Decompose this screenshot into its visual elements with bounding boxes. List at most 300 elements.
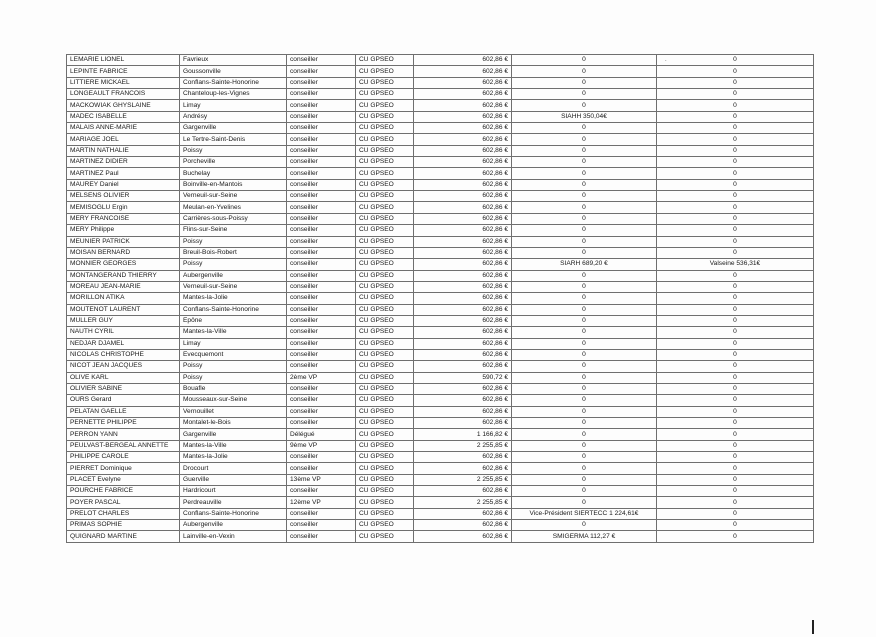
commune-cell: Hardricourt (180, 486, 287, 497)
organisation-cell: CU GPSEO (356, 179, 414, 190)
other-mandate-1-cell: 0 (512, 168, 657, 179)
table-row (67, 191, 814, 202)
other-mandate-1-cell: 0 (512, 327, 657, 338)
other-mandate-2-cell: 0 (657, 293, 814, 304)
commune-cell: Vernouillet (180, 406, 287, 417)
organisation-cell: CU GPSEO (356, 293, 414, 304)
allowance-amount-cell: 602,86 € (414, 520, 512, 531)
allowance-amount-cell: 602,86 € (414, 236, 512, 247)
councillor-name-cell: PEULVAST-BERGEAL ANNETTE (67, 440, 180, 451)
table-row (67, 383, 814, 394)
other-mandate-1-cell: 0 (512, 247, 657, 258)
allowance-amount-cell: 602,86 € (414, 270, 512, 281)
allowance-amount-cell: 602,86 € (414, 508, 512, 519)
other-mandate-1-cell: 0 (512, 486, 657, 497)
mandate-role-cell: conseiller (287, 486, 356, 497)
commune-cell: Poissy (180, 236, 287, 247)
commune-cell: Chanteloup-les-Vignes (180, 89, 287, 100)
other-mandate-2-cell: 0 (657, 123, 814, 134)
table-row (67, 520, 814, 531)
commune-cell: Favrieux (180, 55, 287, 66)
other-mandate-1-cell: 0 (512, 395, 657, 406)
commune-cell: Montalet-le-Bois (180, 418, 287, 429)
allowance-amount-cell: 602,86 € (414, 281, 512, 292)
other-mandate-2-cell: 0 (657, 531, 814, 542)
organisation-cell: CU GPSEO (356, 77, 414, 88)
councillors-table-body (67, 55, 814, 543)
other-mandate-2-cell: 0 (657, 418, 814, 429)
allowance-amount-cell: 602,86 € (414, 395, 512, 406)
organisation-cell: CU GPSEO (356, 66, 414, 77)
councillor-name-cell: PRELOT CHARLES (67, 508, 180, 519)
organisation-cell: CU GPSEO (356, 327, 414, 338)
commune-cell: Poissy (180, 372, 287, 383)
commune-cell: Buchelay (180, 168, 287, 179)
allowance-amount-cell: 2 255,85 € (414, 440, 512, 451)
table-row (67, 55, 814, 66)
allowance-amount-cell: 590,72 € (414, 372, 512, 383)
councillor-name-cell: OURS Gerard (67, 395, 180, 406)
allowance-amount-cell: 602,86 € (414, 531, 512, 542)
commune-cell: Conflans-Sainte-Honorine (180, 508, 287, 519)
allowance-amount-cell: 2 255,85 € (414, 497, 512, 508)
other-mandate-2-cell: 0 (657, 55, 814, 66)
table-row (67, 395, 814, 406)
mandate-role-cell: conseiller (287, 531, 356, 542)
councillor-name-cell: MARTIN NATHALIE (67, 145, 180, 156)
mandate-role-cell: conseiller (287, 520, 356, 531)
allowance-amount-cell: 602,86 € (414, 486, 512, 497)
organisation-cell: CU GPSEO (356, 157, 414, 168)
commune-cell: Boinville-en-Mantois (180, 179, 287, 190)
organisation-cell: CU GPSEO (356, 520, 414, 531)
mandate-role-cell: 12ème VP (287, 497, 356, 508)
councillor-name-cell: NAUTH CYRIL (67, 327, 180, 338)
councillor-name-cell: MOREAU JEAN-MARIE (67, 281, 180, 292)
councillor-name-cell: MARIAGE JOEL (67, 134, 180, 145)
table-row (67, 293, 814, 304)
other-mandate-2-cell: 0 (657, 236, 814, 247)
other-mandate-1-cell: 0 (512, 55, 657, 66)
commune-cell: Meulan-en-Yvelines (180, 202, 287, 213)
other-mandate-1-cell: 0 (512, 463, 657, 474)
other-mandate-2-cell: 0 (657, 179, 814, 190)
organisation-cell: CU GPSEO (356, 270, 414, 281)
other-mandate-1-cell: 0 (512, 520, 657, 531)
organisation-cell: CU GPSEO (356, 418, 414, 429)
table-row (67, 349, 814, 360)
commune-cell: Poissy (180, 259, 287, 270)
mandate-role-cell: conseiller (287, 259, 356, 270)
organisation-cell: CU GPSEO (356, 406, 414, 417)
table-row (67, 463, 814, 474)
table-row (67, 281, 814, 292)
allowance-amount-cell: 602,86 € (414, 304, 512, 315)
councillor-name-cell: LITTIERE MICKAEL (67, 77, 180, 88)
commune-cell: Poissy (180, 361, 287, 372)
councillor-name-cell: MORILLON ATIKA (67, 293, 180, 304)
table-row (67, 66, 814, 77)
allowance-amount-cell: 602,86 € (414, 463, 512, 474)
mandate-role-cell: conseiller (287, 293, 356, 304)
mandate-role-cell: conseiller (287, 134, 356, 145)
mandate-role-cell: conseiller (287, 247, 356, 258)
mandate-role-cell: conseiller (287, 168, 356, 179)
mandate-role-cell: Délégué (287, 429, 356, 440)
other-mandate-1-cell: 0 (512, 304, 657, 315)
organisation-cell: CU GPSEO (356, 213, 414, 224)
other-mandate-1-cell: 0 (512, 383, 657, 394)
councillor-name-cell: MONNIER GEORGES (67, 259, 180, 270)
councillor-name-cell: PLACET Evelyne (67, 474, 180, 485)
mandate-role-cell: conseiller (287, 418, 356, 429)
other-mandate-2-cell: 0 (657, 520, 814, 531)
other-mandate-1-cell: 0 (512, 418, 657, 429)
table-row (67, 486, 814, 497)
organisation-cell: CU GPSEO (356, 202, 414, 213)
table-row (67, 89, 814, 100)
councillor-name-cell: MERY FRANCOISE (67, 213, 180, 224)
allowance-amount-cell: 602,86 € (414, 157, 512, 168)
organisation-cell: CU GPSEO (356, 429, 414, 440)
mandate-role-cell: 2ème VP (287, 372, 356, 383)
mandate-role-cell: conseiller (287, 236, 356, 247)
organisation-cell: CU GPSEO (356, 383, 414, 394)
mandate-role-cell: conseiller (287, 395, 356, 406)
allowance-amount-cell: 602,86 € (414, 349, 512, 360)
table-row (67, 304, 814, 315)
commune-cell: Goussonville (180, 66, 287, 77)
table-row (67, 225, 814, 236)
table-row (67, 77, 814, 88)
other-mandate-1-cell: 0 (512, 406, 657, 417)
other-mandate-2-cell: 0 (657, 247, 814, 258)
organisation-cell: CU GPSEO (356, 236, 414, 247)
councillor-name-cell: LONGEAULT FRANCOIS (67, 89, 180, 100)
table-row (67, 247, 814, 258)
other-mandate-1-cell: 0 (512, 474, 657, 485)
allowance-amount-cell: 2 255,85 € (414, 474, 512, 485)
commune-cell: Limay (180, 100, 287, 111)
councillor-name-cell: MARTINEZ DIDIER (67, 157, 180, 168)
commune-cell: Bouafle (180, 383, 287, 394)
mandate-role-cell: conseiller (287, 89, 356, 100)
mandate-role-cell: conseiller (287, 281, 356, 292)
allowance-amount-cell: 602,86 € (414, 452, 512, 463)
other-mandate-2-cell: 0 (657, 191, 814, 202)
mandate-role-cell: conseiller (287, 361, 356, 372)
organisation-cell: CU GPSEO (356, 497, 414, 508)
mandate-role-cell: conseiller (287, 55, 356, 66)
other-mandate-2-cell: 0 (657, 395, 814, 406)
councillor-name-cell: NICOLAS CHRISTOPHE (67, 349, 180, 360)
commune-cell: Le Tertre-Saint-Denis (180, 134, 287, 145)
other-mandate-2-cell: 0 (657, 66, 814, 77)
organisation-cell: CU GPSEO (356, 281, 414, 292)
councillor-name-cell: MARTINEZ Paul (67, 168, 180, 179)
mandate-role-cell: conseiller (287, 66, 356, 77)
table-row (67, 168, 814, 179)
other-mandate-2-cell: 0 (657, 440, 814, 451)
commune-cell: Epône (180, 315, 287, 326)
other-mandate-2-cell: 0 (657, 327, 814, 338)
other-mandate-1-cell: 0 (512, 225, 657, 236)
mandate-role-cell: conseiller (287, 315, 356, 326)
allowance-amount-cell: 602,86 € (414, 338, 512, 349)
allowance-amount-cell: 602,86 € (414, 213, 512, 224)
councillor-name-cell: MAUREY Daniel (67, 179, 180, 190)
allowance-amount-cell: 602,86 € (414, 123, 512, 134)
mandate-role-cell: conseiller (287, 304, 356, 315)
other-mandate-1-cell: 0 (512, 100, 657, 111)
organisation-cell: CU GPSEO (356, 145, 414, 156)
organisation-cell: CU GPSEO (356, 395, 414, 406)
other-mandate-1-cell: 0 (512, 293, 657, 304)
other-mandate-2-cell: 0 (657, 497, 814, 508)
table-row (67, 179, 814, 190)
other-mandate-2-cell: 0 (657, 213, 814, 224)
allowance-amount-cell: 602,86 € (414, 191, 512, 202)
allowance-amount-cell: 602,86 € (414, 247, 512, 258)
councillor-name-cell: NEDJAR DJAMEL (67, 338, 180, 349)
commune-cell: Perdreauville (180, 497, 287, 508)
allowance-amount-cell: 602,86 € (414, 383, 512, 394)
organisation-cell: CU GPSEO (356, 134, 414, 145)
councillor-name-cell: PIERRET Dominique (67, 463, 180, 474)
other-mandate-2-cell: 0 (657, 304, 814, 315)
table-row (67, 406, 814, 417)
organisation-cell: CU GPSEO (356, 100, 414, 111)
other-mandate-2-cell: 0 (657, 89, 814, 100)
mandate-role-cell: conseiller (287, 145, 356, 156)
councillor-name-cell: MELSENS OLIVIER (67, 191, 180, 202)
organisation-cell: CU GPSEO (356, 168, 414, 179)
councillor-name-cell: MOUTENOT LAURENT (67, 304, 180, 315)
councillor-name-cell: OLIVIER SABINE (67, 383, 180, 394)
other-mandate-2-cell: 0 (657, 463, 814, 474)
table-row (67, 202, 814, 213)
other-mandate-2-cell: Valseine 536,31€ (657, 259, 814, 270)
allowance-amount-cell: 602,86 € (414, 100, 512, 111)
commune-cell: Mousseaux-sur-Seine (180, 395, 287, 406)
mandate-role-cell: conseiller (287, 463, 356, 474)
councillor-name-cell: MADEC ISABELLE (67, 111, 180, 122)
table-row (67, 418, 814, 429)
mandate-role-cell: conseiller (287, 406, 356, 417)
organisation-cell: CU GPSEO (356, 508, 414, 519)
other-mandate-2-cell: 0 (657, 100, 814, 111)
other-mandate-2-cell: 0 (657, 338, 814, 349)
mandate-role-cell: conseiller (287, 202, 356, 213)
other-mandate-1-cell: 0 (512, 452, 657, 463)
table-row (67, 372, 814, 383)
mandate-role-cell: conseiller (287, 338, 356, 349)
councillor-name-cell: MERY Philippe (67, 225, 180, 236)
other-mandate-1-cell: 0 (512, 236, 657, 247)
other-mandate-1-cell: SIARH 689,20 € (512, 259, 657, 270)
organisation-cell: CU GPSEO (356, 55, 414, 66)
other-mandate-1-cell: 0 (512, 157, 657, 168)
other-mandate-2-cell: 0 (657, 508, 814, 519)
other-mandate-2-cell: 0 (657, 315, 814, 326)
table-row (67, 259, 814, 270)
other-mandate-2-cell: 0 (657, 111, 814, 122)
councillor-name-cell: POURCHE FABRICE (67, 486, 180, 497)
allowance-amount-cell: 602,86 € (414, 406, 512, 417)
other-mandate-1-cell: 0 (512, 361, 657, 372)
allowance-amount-cell: 602,86 € (414, 145, 512, 156)
other-mandate-1-cell: 0 (512, 89, 657, 100)
organisation-cell: CU GPSEO (356, 338, 414, 349)
table-row (67, 134, 814, 145)
organisation-cell: CU GPSEO (356, 259, 414, 270)
mandate-role-cell: conseiller (287, 123, 356, 134)
allowance-amount-cell: 602,86 € (414, 418, 512, 429)
mandate-role-cell: conseiller (287, 508, 356, 519)
mandate-role-cell: conseiller (287, 179, 356, 190)
councillor-name-cell: LEMARIE LIONEL (67, 55, 180, 66)
other-mandate-1-cell: 0 (512, 497, 657, 508)
other-mandate-1-cell: SMIGERMA 112,27 € (512, 531, 657, 542)
allowance-amount-cell: 602,86 € (414, 55, 512, 66)
other-mandate-2-cell: 0 (657, 157, 814, 168)
other-mandate-1-cell: 0 (512, 440, 657, 451)
allowance-amount-cell: 602,86 € (414, 111, 512, 122)
table-row (67, 452, 814, 463)
commune-cell: Mantes-la-Ville (180, 440, 287, 451)
other-mandate-1-cell: 0 (512, 191, 657, 202)
allowance-amount-cell: 602,86 € (414, 179, 512, 190)
other-mandate-2-cell: 0 (657, 486, 814, 497)
allowance-amount-cell: 602,86 € (414, 225, 512, 236)
other-mandate-1-cell: 0 (512, 213, 657, 224)
councillor-name-cell: MACKOWIAK GHYSLAINE (67, 100, 180, 111)
councillor-name-cell: QUIGNARD MARTINE (67, 531, 180, 542)
mandate-role-cell: conseiller (287, 77, 356, 88)
table-row (67, 123, 814, 134)
mandate-role-cell: conseiller (287, 157, 356, 168)
mandate-role-cell: conseiller (287, 213, 356, 224)
organisation-cell: CU GPSEO (356, 463, 414, 474)
other-mandate-1-cell: 0 (512, 77, 657, 88)
mandate-role-cell: 13ème VP (287, 474, 356, 485)
other-mandate-1-cell: 0 (512, 134, 657, 145)
allowance-amount-cell: 602,86 € (414, 361, 512, 372)
allowance-amount-cell: 602,86 € (414, 202, 512, 213)
other-mandate-1-cell: 0 (512, 123, 657, 134)
commune-cell: Conflans-Sainte-Honorine (180, 304, 287, 315)
councillors-table (66, 54, 814, 543)
allowance-amount-cell: 602,86 € (414, 134, 512, 145)
councillor-name-cell: OLIVE KARL (67, 372, 180, 383)
commune-cell: Gargenville (180, 429, 287, 440)
councillor-name-cell: PRIMAS SOPHIE (67, 520, 180, 531)
mandate-role-cell: conseiller (287, 383, 356, 394)
allowance-amount-cell: 602,86 € (414, 77, 512, 88)
organisation-cell: CU GPSEO (356, 349, 414, 360)
commune-cell: Breuil-Bois-Robert (180, 247, 287, 258)
table-row (67, 327, 814, 338)
margin-mark: . (665, 57, 667, 63)
other-mandate-2-cell: 0 (657, 134, 814, 145)
other-mandate-1-cell: 0 (512, 202, 657, 213)
commune-cell: Drocourt (180, 463, 287, 474)
councillor-name-cell: MEUNIER PATRICK (67, 236, 180, 247)
other-mandate-1-cell: 0 (512, 281, 657, 292)
table-row (67, 361, 814, 372)
mandate-role-cell: conseiller (287, 111, 356, 122)
allowance-amount-cell: 602,86 € (414, 168, 512, 179)
councillor-name-cell: PERRON YANN (67, 429, 180, 440)
mandate-role-cell: conseiller (287, 327, 356, 338)
organisation-cell: CU GPSEO (356, 111, 414, 122)
commune-cell: Gargenville (180, 123, 287, 134)
commune-cell: Mantes-la-Ville (180, 327, 287, 338)
table-row (67, 440, 814, 451)
table-row (67, 111, 814, 122)
other-mandate-2-cell: 0 (657, 429, 814, 440)
table-row (67, 145, 814, 156)
organisation-cell: CU GPSEO (356, 225, 414, 236)
mandate-role-cell: conseiller (287, 270, 356, 281)
commune-cell: Poissy (180, 145, 287, 156)
table-row (67, 531, 814, 542)
other-mandate-1-cell: 0 (512, 349, 657, 360)
councillor-name-cell: MULLER GUY (67, 315, 180, 326)
commune-cell: Lainville-en-Vexin (180, 531, 287, 542)
organisation-cell: CU GPSEO (356, 486, 414, 497)
commune-cell: Carrières-sous-Poissy (180, 213, 287, 224)
mandate-role-cell: conseiller (287, 349, 356, 360)
other-mandate-1-cell: 0 (512, 338, 657, 349)
other-mandate-2-cell: 0 (657, 77, 814, 88)
table-row (67, 157, 814, 168)
table-row (67, 100, 814, 111)
organisation-cell: CU GPSEO (356, 474, 414, 485)
other-mandate-2-cell: 0 (657, 372, 814, 383)
other-mandate-1-cell: 0 (512, 270, 657, 281)
allowance-amount-cell: 1 166,82 € (414, 429, 512, 440)
councillor-name-cell: MOISAN BERNARD (67, 247, 180, 258)
councillor-name-cell: MEMISOGLU Ergin (67, 202, 180, 213)
commune-cell: Aubergenville (180, 520, 287, 531)
organisation-cell: CU GPSEO (356, 89, 414, 100)
other-mandate-1-cell: 0 (512, 315, 657, 326)
commune-cell: Flins-sur-Seine (180, 225, 287, 236)
other-mandate-2-cell: 0 (657, 474, 814, 485)
allowance-amount-cell: 602,86 € (414, 66, 512, 77)
councillor-name-cell: MALAIS ANNE-MARIE (67, 123, 180, 134)
commune-cell: Porcheville (180, 157, 287, 168)
commune-cell: Aubergenville (180, 270, 287, 281)
mandate-role-cell: conseiller (287, 452, 356, 463)
other-mandate-2-cell: 0 (657, 202, 814, 213)
allowance-amount-cell: 602,86 € (414, 327, 512, 338)
commune-cell: Mantes-la-Jolie (180, 293, 287, 304)
organisation-cell: CU GPSEO (356, 123, 414, 134)
mandate-role-cell: conseiller (287, 191, 356, 202)
commune-cell: Verneuil-sur-Seine (180, 191, 287, 202)
commune-cell: Andrésy (180, 111, 287, 122)
councillor-name-cell: NICOT JEAN JACQUES (67, 361, 180, 372)
organisation-cell: CU GPSEO (356, 361, 414, 372)
organisation-cell: CU GPSEO (356, 247, 414, 258)
mandate-role-cell: 9ème VP (287, 440, 356, 451)
other-mandate-2-cell: 0 (657, 383, 814, 394)
commune-cell: Evecquemont (180, 349, 287, 360)
commune-cell: Guerville (180, 474, 287, 485)
table-row (67, 270, 814, 281)
